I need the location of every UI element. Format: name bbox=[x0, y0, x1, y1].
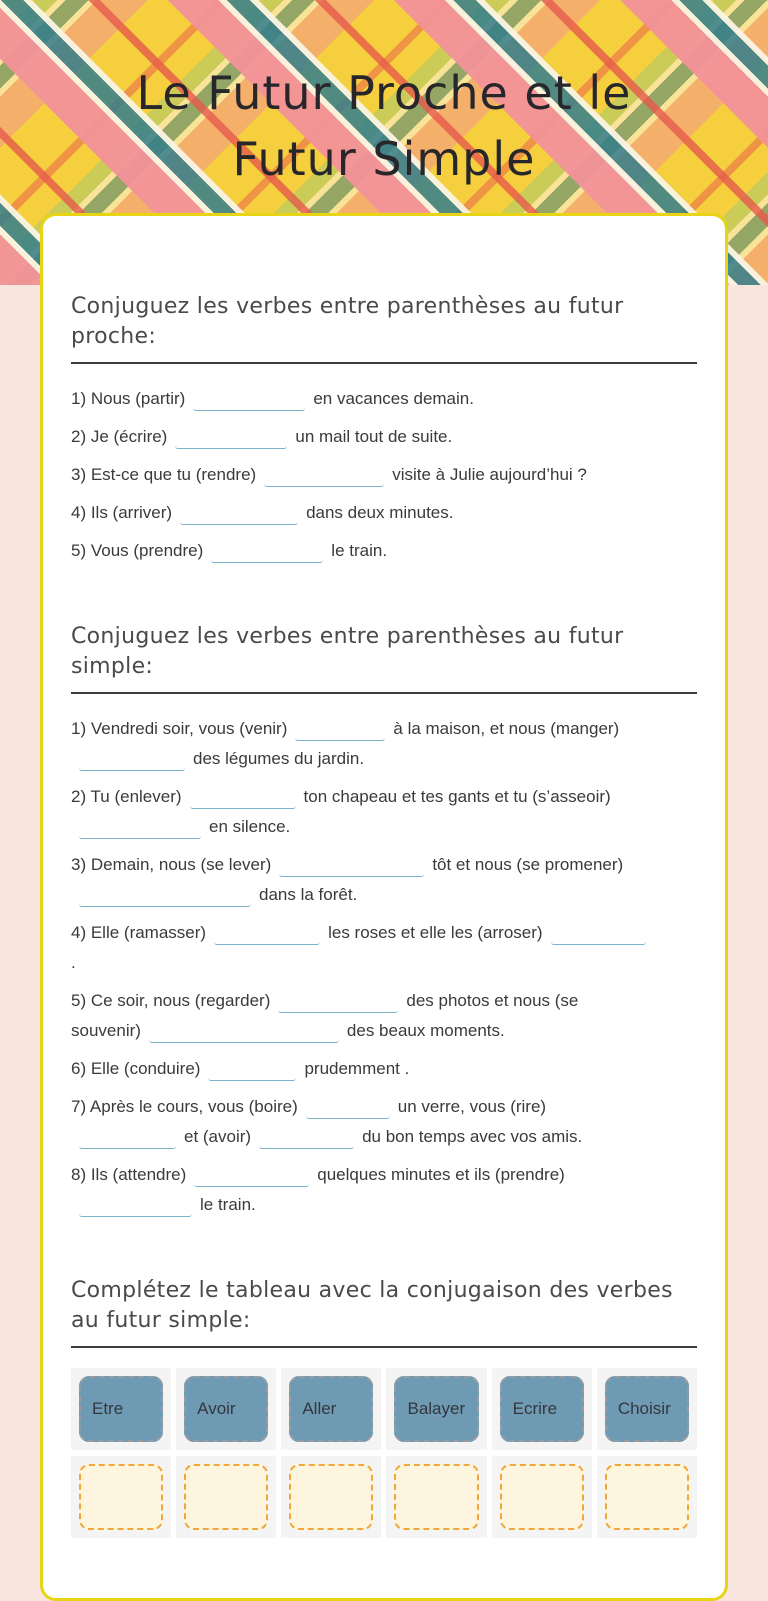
answer-blank[interactable] bbox=[180, 500, 298, 525]
question-text: 2) Tu (enlever) bbox=[71, 787, 182, 806]
question-text: quelques minutes et ils (prendre) bbox=[317, 1165, 565, 1184]
question bbox=[71, 850, 697, 910]
section-heading: Complétez le tableau avec la conjugaison des verbes au futur simple: bbox=[71, 1278, 673, 1333]
table-answer-box[interactable] bbox=[605, 1464, 689, 1530]
answer-blank[interactable] bbox=[214, 920, 320, 945]
answer-blank[interactable] bbox=[79, 814, 201, 839]
question-text: les roses et elle les (arroser) bbox=[328, 923, 543, 942]
verb-header-label: Choisir bbox=[617, 1399, 671, 1418]
answer-blank[interactable] bbox=[211, 538, 323, 563]
question-text: 4) Ils (arriver) bbox=[71, 503, 173, 522]
table-answer-cell bbox=[176, 1456, 276, 1538]
table-answer-box[interactable] bbox=[289, 1464, 373, 1530]
worksheet-title-line: Le Futur Proche et le bbox=[136, 66, 632, 120]
question bbox=[71, 1092, 697, 1152]
verb-header-box bbox=[79, 1376, 163, 1442]
question bbox=[71, 422, 697, 452]
table-header-cell bbox=[597, 1368, 697, 1450]
question-text: ton chapeau et tes gants et tu (s’asseoir) bbox=[303, 787, 611, 806]
answer-blank[interactable] bbox=[295, 716, 385, 741]
answer-blank[interactable] bbox=[79, 882, 251, 907]
answer-blank[interactable] bbox=[551, 920, 646, 945]
table-header-cell bbox=[281, 1368, 381, 1450]
question-text: 7) Après le cours, vous (boire) bbox=[71, 1097, 298, 1116]
verb-header-label: Etre bbox=[92, 1399, 124, 1418]
worksheet-section bbox=[71, 1276, 697, 1538]
question-text: 1) Nous (partir) bbox=[71, 389, 186, 408]
question-text: du bon temps avec vos amis. bbox=[362, 1127, 583, 1146]
question-text: 1) Vendredi soir, vous (venir) bbox=[71, 719, 288, 738]
question bbox=[71, 1054, 697, 1084]
verb-header-label: Aller bbox=[302, 1399, 337, 1418]
table-answer-box[interactable] bbox=[79, 1464, 163, 1530]
question bbox=[71, 498, 697, 528]
question-text: dans deux minutes. bbox=[306, 503, 454, 522]
table-answer-cell bbox=[386, 1456, 486, 1538]
table-answer-cell bbox=[597, 1456, 697, 1538]
worksheet-card bbox=[40, 213, 728, 1601]
answer-blank[interactable] bbox=[190, 784, 296, 809]
heading-underline bbox=[71, 362, 697, 364]
answer-blank[interactable] bbox=[79, 1192, 192, 1217]
worksheet-sections bbox=[71, 292, 697, 1538]
question-text: un mail tout de suite. bbox=[295, 427, 453, 446]
question-text: 2) Je (écrire) bbox=[71, 427, 168, 446]
table-header-cell bbox=[386, 1368, 486, 1450]
question-text: prudemment . bbox=[304, 1059, 410, 1078]
question-text: 8) Ils (attendre) bbox=[71, 1165, 187, 1184]
question-text: 6) Elle (conduire) bbox=[71, 1059, 201, 1078]
question-text: 4) Elle (ramasser) bbox=[71, 923, 207, 942]
table-header-cell bbox=[71, 1368, 171, 1450]
question-text: à la maison, et nous (manger) bbox=[393, 719, 620, 738]
verb-header-box bbox=[500, 1376, 584, 1442]
answer-blank[interactable] bbox=[79, 746, 185, 771]
question-text: et (avoir) bbox=[184, 1127, 252, 1146]
question-text: en silence. bbox=[209, 817, 291, 836]
worksheet-title-line: Futur Simple bbox=[232, 132, 536, 186]
question-text: souvenir) bbox=[71, 1021, 141, 1040]
question bbox=[71, 1160, 697, 1220]
question bbox=[71, 918, 697, 978]
question bbox=[71, 714, 697, 774]
verb-header-label: Ecrire bbox=[512, 1399, 558, 1418]
verb-header-box bbox=[605, 1376, 689, 1442]
question-text: . bbox=[71, 953, 76, 972]
question-text: un verre, vous (rire) bbox=[397, 1097, 547, 1116]
table-answer-cell bbox=[492, 1456, 592, 1538]
question-text: 5) Ce soir, nous (regarder) bbox=[71, 991, 271, 1010]
section-heading: Conjuguez les verbes entre parenthèses au futur proche: bbox=[71, 294, 624, 349]
question bbox=[71, 460, 697, 490]
question-text: des photos et nous (se bbox=[406, 991, 579, 1010]
verb-header-box bbox=[184, 1376, 268, 1442]
conjugation-table bbox=[71, 1368, 697, 1538]
table-header-cell bbox=[176, 1368, 276, 1450]
answer-blank[interactable] bbox=[79, 1124, 176, 1149]
verb-header-box bbox=[289, 1376, 373, 1442]
question-text: le train. bbox=[331, 541, 388, 560]
worksheet-section bbox=[71, 622, 697, 1220]
answer-blank[interactable] bbox=[193, 386, 305, 411]
table-answer-cell bbox=[71, 1456, 171, 1538]
table-answer-box[interactable] bbox=[500, 1464, 584, 1530]
section-heading: Conjuguez les verbes entre parenthèses au futur simple: bbox=[71, 624, 624, 679]
question-text: visite à Julie aujourd’hui ? bbox=[392, 465, 587, 484]
table-answer-cell bbox=[281, 1456, 381, 1538]
table-header-cell bbox=[492, 1368, 592, 1450]
worksheet-title bbox=[0, 0, 768, 192]
table-answer-box[interactable] bbox=[394, 1464, 478, 1530]
question-text: tôt et nous (se promener) bbox=[432, 855, 624, 874]
verb-header-label: Balayer bbox=[407, 1399, 466, 1418]
question-text: des légumes du jardin. bbox=[193, 749, 365, 768]
answer-blank[interactable] bbox=[259, 1124, 354, 1149]
question-text: des beaux moments. bbox=[346, 1021, 505, 1040]
table-answer-box[interactable] bbox=[184, 1464, 268, 1530]
question bbox=[71, 384, 697, 414]
answer-blank[interactable] bbox=[278, 988, 398, 1013]
worksheet-section bbox=[71, 292, 697, 566]
question-text: 3) Demain, nous (se lever) bbox=[71, 855, 272, 874]
answer-blank[interactable] bbox=[306, 1094, 390, 1119]
verb-header-label: Avoir bbox=[197, 1399, 236, 1418]
answer-blank[interactable] bbox=[149, 1018, 339, 1043]
answer-blank[interactable] bbox=[194, 1162, 309, 1187]
question-text: 3) Est-ce que tu (rendre) bbox=[71, 465, 257, 484]
question bbox=[71, 782, 697, 842]
question-text: le train. bbox=[200, 1195, 256, 1214]
question-text: dans la forêt. bbox=[259, 885, 358, 904]
question-text: 5) Vous (prendre) bbox=[71, 541, 204, 560]
heading-underline bbox=[71, 1346, 697, 1348]
question bbox=[71, 536, 697, 566]
verb-header-box bbox=[394, 1376, 478, 1442]
question bbox=[71, 986, 697, 1046]
answer-blank[interactable] bbox=[175, 424, 287, 449]
answer-blank[interactable] bbox=[264, 462, 384, 487]
heading-underline bbox=[71, 692, 697, 694]
answer-blank[interactable] bbox=[208, 1056, 296, 1081]
answer-blank[interactable] bbox=[279, 852, 424, 877]
question-text: en vacances demain. bbox=[313, 389, 474, 408]
